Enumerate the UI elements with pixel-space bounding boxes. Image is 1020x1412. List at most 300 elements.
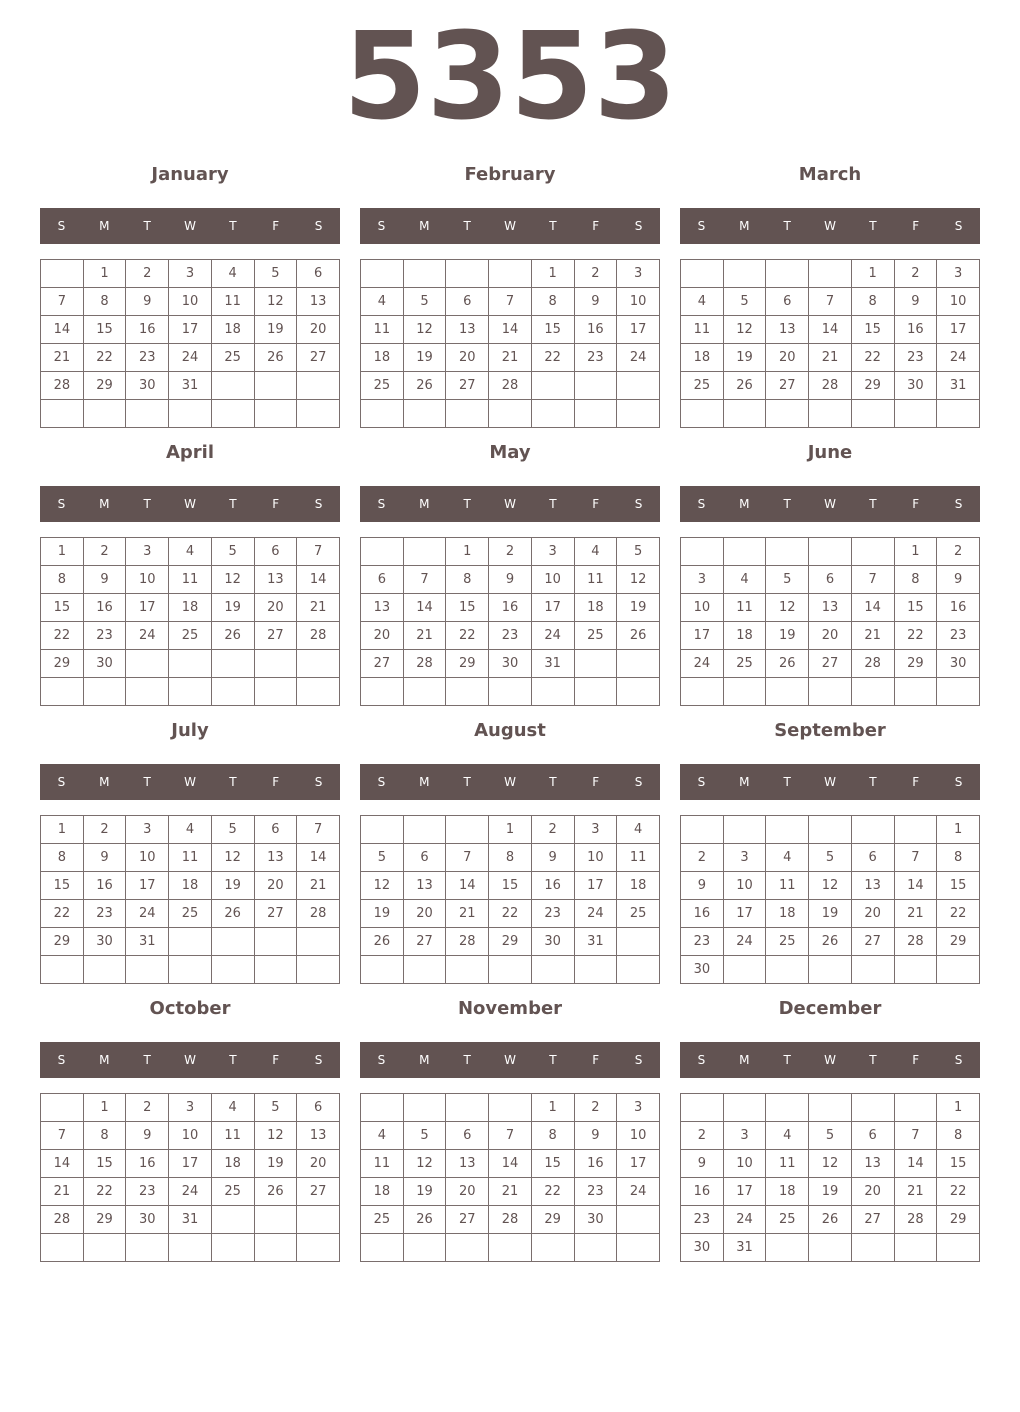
day-cell: 1 — [851, 260, 894, 288]
day-cell: 26 — [211, 622, 254, 650]
week-row — [41, 1094, 340, 1122]
day-cell: 24 — [723, 1206, 766, 1234]
day-cell: 4 — [766, 1122, 809, 1150]
empty-day-cell — [83, 1234, 126, 1262]
day-cell: 2 — [126, 1094, 169, 1122]
weekday-label: M — [739, 775, 750, 789]
day-cell: 28 — [446, 928, 489, 956]
day-cell: 2 — [937, 538, 980, 566]
empty-day-cell — [574, 1234, 617, 1262]
empty-day-cell — [169, 956, 212, 984]
empty-day-cell — [851, 538, 894, 566]
day-cell: 25 — [211, 1178, 254, 1206]
day-cell: 15 — [83, 1150, 126, 1178]
empty-day-cell — [254, 400, 297, 428]
empty-day-cell — [489, 1094, 532, 1122]
week-row — [41, 288, 340, 316]
weekday-label: S — [377, 1053, 386, 1067]
empty-day-cell — [403, 678, 446, 706]
day-cell: 17 — [723, 900, 766, 928]
empty-day-cell — [361, 956, 404, 984]
empty-day-cell — [361, 1234, 404, 1262]
day-cell: 12 — [723, 316, 766, 344]
empty-day-cell — [574, 372, 617, 400]
day-cell: 30 — [574, 1206, 617, 1234]
week-row — [681, 400, 980, 428]
day-cell: 7 — [809, 288, 852, 316]
month-name: November — [457, 998, 563, 1019]
day-cell: 7 — [446, 844, 489, 872]
week-row — [681, 344, 980, 372]
weekday-label: T — [463, 219, 471, 233]
day-cell: 1 — [937, 1094, 980, 1122]
empty-day-cell — [361, 260, 404, 288]
empty-day-cell — [254, 1234, 297, 1262]
weekday-label: S — [954, 219, 963, 233]
day-cell: 9 — [574, 1122, 617, 1150]
day-cell: 31 — [126, 928, 169, 956]
empty-day-cell — [894, 678, 937, 706]
week-row — [41, 1122, 340, 1150]
day-cell: 5 — [809, 1122, 852, 1150]
day-cell: 8 — [41, 566, 84, 594]
day-cell: 5 — [617, 538, 660, 566]
weekday-label: S — [954, 775, 963, 789]
day-cell: 11 — [211, 288, 254, 316]
day-cell: 21 — [809, 344, 852, 372]
day-cell: 6 — [297, 1094, 340, 1122]
empty-day-cell — [937, 678, 980, 706]
day-cell: 29 — [446, 650, 489, 678]
day-cell: 30 — [531, 928, 574, 956]
day-grid — [40, 537, 340, 706]
day-cell: 16 — [531, 872, 574, 900]
empty-day-cell — [446, 678, 489, 706]
day-cell: 12 — [809, 1150, 852, 1178]
day-cell: 29 — [851, 372, 894, 400]
day-cell: 8 — [41, 844, 84, 872]
day-cell: 20 — [446, 344, 489, 372]
day-cell: 22 — [851, 344, 894, 372]
day-cell: 11 — [681, 316, 724, 344]
weekday-label: W — [824, 497, 836, 511]
weekday-label: S — [377, 497, 386, 511]
day-cell: 19 — [254, 1150, 297, 1178]
weekday-label: F — [592, 775, 600, 789]
empty-day-cell — [297, 956, 340, 984]
day-cell: 28 — [297, 622, 340, 650]
day-cell: 11 — [361, 1150, 404, 1178]
day-cell: 14 — [489, 1150, 532, 1178]
weekday-label: T — [143, 497, 151, 511]
day-cell: 11 — [361, 316, 404, 344]
weekday-label: T — [229, 497, 237, 511]
day-cell: 6 — [446, 288, 489, 316]
empty-day-cell — [403, 538, 446, 566]
day-cell: 14 — [489, 316, 532, 344]
day-grid — [40, 1093, 340, 1262]
day-cell: 20 — [809, 622, 852, 650]
day-cell: 17 — [531, 594, 574, 622]
week-row — [681, 566, 980, 594]
week-row — [361, 1178, 660, 1206]
weekday-label: W — [504, 219, 516, 233]
weekday-label: F — [912, 1053, 920, 1067]
day-cell: 14 — [446, 872, 489, 900]
day-cell: 1 — [41, 816, 84, 844]
week-row — [41, 538, 340, 566]
empty-day-cell — [83, 678, 126, 706]
day-cell: 2 — [489, 538, 532, 566]
empty-day-cell — [617, 928, 660, 956]
weekday-header — [360, 1042, 660, 1078]
day-cell: 1 — [894, 538, 937, 566]
month-name: January — [151, 164, 229, 185]
day-cell: 13 — [766, 316, 809, 344]
week-row — [41, 872, 340, 900]
week-row — [681, 1178, 980, 1206]
day-cell: 31 — [723, 1234, 766, 1262]
day-cell: 9 — [489, 566, 532, 594]
day-cell: 12 — [403, 316, 446, 344]
day-cell: 28 — [489, 372, 532, 400]
day-cell: 24 — [617, 344, 660, 372]
day-cell: 22 — [41, 622, 84, 650]
day-cell: 17 — [937, 316, 980, 344]
day-cell: 10 — [574, 844, 617, 872]
empty-day-cell — [681, 260, 724, 288]
day-cell: 25 — [169, 900, 212, 928]
empty-day-cell — [723, 1094, 766, 1122]
day-cell: 27 — [851, 1206, 894, 1234]
day-grid — [680, 537, 980, 706]
day-cell: 22 — [937, 1178, 980, 1206]
empty-day-cell — [851, 1094, 894, 1122]
day-cell: 7 — [851, 566, 894, 594]
day-cell: 13 — [254, 566, 297, 594]
day-cell: 24 — [126, 622, 169, 650]
day-cell: 12 — [403, 1150, 446, 1178]
week-row — [361, 316, 660, 344]
empty-day-cell — [297, 1234, 340, 1262]
weekday-label: S — [954, 1053, 963, 1067]
empty-day-cell — [361, 816, 404, 844]
day-cell: 5 — [211, 816, 254, 844]
day-cell: 19 — [211, 872, 254, 900]
week-row — [681, 956, 980, 984]
day-cell: 22 — [446, 622, 489, 650]
empty-day-cell — [617, 650, 660, 678]
weekday-header — [40, 764, 340, 800]
day-grid — [360, 259, 660, 428]
day-cell: 14 — [894, 872, 937, 900]
empty-day-cell — [723, 260, 766, 288]
day-cell: 19 — [766, 622, 809, 650]
empty-day-cell — [723, 678, 766, 706]
empty-day-cell — [809, 538, 852, 566]
day-cell: 31 — [531, 650, 574, 678]
day-cell: 21 — [403, 622, 446, 650]
week-row — [361, 344, 660, 372]
empty-day-cell — [211, 650, 254, 678]
empty-day-cell — [809, 1094, 852, 1122]
empty-day-cell — [254, 1206, 297, 1234]
empty-day-cell — [851, 1234, 894, 1262]
day-cell: 31 — [169, 372, 212, 400]
weekday-label: T — [143, 219, 151, 233]
day-cell: 18 — [574, 594, 617, 622]
day-cell: 21 — [297, 594, 340, 622]
day-cell: 23 — [83, 622, 126, 650]
empty-day-cell — [617, 1206, 660, 1234]
weekday-label: S — [634, 1053, 643, 1067]
month-name: August — [474, 720, 546, 741]
day-cell: 5 — [403, 288, 446, 316]
day-cell: 24 — [574, 900, 617, 928]
weekday-label: W — [504, 1053, 516, 1067]
empty-day-cell — [297, 650, 340, 678]
day-cell: 5 — [361, 844, 404, 872]
empty-day-cell — [403, 260, 446, 288]
weekday-label: F — [592, 219, 600, 233]
day-cell: 23 — [681, 928, 724, 956]
empty-day-cell — [766, 400, 809, 428]
weekday-label: T — [463, 775, 471, 789]
weekday-header — [40, 208, 340, 244]
day-cell: 16 — [83, 872, 126, 900]
weekday-label: T — [549, 1053, 557, 1067]
day-cell: 30 — [83, 928, 126, 956]
day-cell: 8 — [489, 844, 532, 872]
day-cell: 4 — [766, 844, 809, 872]
day-cell: 13 — [254, 844, 297, 872]
empty-day-cell — [937, 956, 980, 984]
day-cell: 15 — [41, 872, 84, 900]
weekday-label: T — [143, 1053, 151, 1067]
day-cell: 19 — [361, 900, 404, 928]
empty-day-cell — [766, 538, 809, 566]
day-cell: 15 — [531, 1150, 574, 1178]
weekday-label: M — [419, 1053, 430, 1067]
weekday-label: T — [229, 1053, 237, 1067]
weekday-label: W — [504, 497, 516, 511]
week-row — [681, 650, 980, 678]
week-row — [41, 816, 340, 844]
empty-day-cell — [211, 1234, 254, 1262]
day-cell: 18 — [681, 344, 724, 372]
day-cell: 19 — [211, 594, 254, 622]
day-cell: 9 — [681, 872, 724, 900]
empty-day-cell — [681, 678, 724, 706]
day-cell: 13 — [361, 594, 404, 622]
day-cell: 2 — [681, 1122, 724, 1150]
day-cell: 3 — [126, 816, 169, 844]
day-cell: 6 — [361, 566, 404, 594]
day-cell: 20 — [851, 1178, 894, 1206]
day-cell: 9 — [83, 566, 126, 594]
day-cell: 23 — [894, 344, 937, 372]
day-cell: 12 — [254, 288, 297, 316]
day-cell: 23 — [126, 1178, 169, 1206]
empty-day-cell — [297, 1206, 340, 1234]
day-cell: 3 — [681, 566, 724, 594]
day-cell: 17 — [169, 1150, 212, 1178]
day-cell: 28 — [41, 1206, 84, 1234]
day-cell: 11 — [723, 594, 766, 622]
month-name: December — [778, 998, 882, 1019]
day-cell: 16 — [126, 1150, 169, 1178]
day-cell: 18 — [617, 872, 660, 900]
day-cell: 11 — [766, 1150, 809, 1178]
weekday-header — [680, 1042, 980, 1078]
month-name: May — [489, 442, 531, 463]
weekday-label: T — [229, 775, 237, 789]
empty-day-cell — [723, 816, 766, 844]
day-cell: 29 — [531, 1206, 574, 1234]
day-cell: 26 — [403, 1206, 446, 1234]
day-cell: 18 — [361, 344, 404, 372]
day-grid — [40, 815, 340, 984]
day-cell: 14 — [41, 316, 84, 344]
day-cell: 19 — [723, 344, 766, 372]
weekday-label: M — [739, 219, 750, 233]
empty-day-cell — [894, 400, 937, 428]
weekday-label: S — [57, 497, 66, 511]
weekday-label: S — [954, 497, 963, 511]
day-cell: 2 — [681, 844, 724, 872]
day-cell: 6 — [254, 538, 297, 566]
week-row — [681, 1122, 980, 1150]
weekday-label: T — [783, 497, 791, 511]
empty-day-cell — [41, 956, 84, 984]
day-cell: 30 — [681, 956, 724, 984]
weekday-label: M — [99, 219, 110, 233]
empty-day-cell — [809, 260, 852, 288]
weekday-label: S — [634, 775, 643, 789]
day-cell: 15 — [937, 1150, 980, 1178]
empty-day-cell — [723, 956, 766, 984]
day-cell: 23 — [937, 622, 980, 650]
day-cell: 7 — [297, 538, 340, 566]
week-row — [361, 1122, 660, 1150]
day-cell: 8 — [446, 566, 489, 594]
week-row — [681, 538, 980, 566]
week-row — [41, 928, 340, 956]
empty-day-cell — [169, 400, 212, 428]
day-cell: 5 — [211, 538, 254, 566]
empty-day-cell — [681, 400, 724, 428]
week-row — [681, 260, 980, 288]
day-cell: 1 — [489, 816, 532, 844]
empty-day-cell — [297, 678, 340, 706]
empty-day-cell — [489, 678, 532, 706]
day-cell: 29 — [894, 650, 937, 678]
day-cell: 3 — [169, 260, 212, 288]
day-cell: 18 — [361, 1178, 404, 1206]
week-row — [681, 816, 980, 844]
day-cell: 16 — [489, 594, 532, 622]
week-row — [681, 1234, 980, 1262]
day-cell: 8 — [83, 288, 126, 316]
day-cell: 18 — [169, 872, 212, 900]
empty-day-cell — [254, 678, 297, 706]
day-cell: 26 — [254, 344, 297, 372]
day-cell: 3 — [169, 1094, 212, 1122]
day-cell: 10 — [531, 566, 574, 594]
weekday-label: T — [143, 775, 151, 789]
day-cell: 16 — [681, 900, 724, 928]
day-cell: 24 — [723, 928, 766, 956]
empty-day-cell — [169, 1234, 212, 1262]
weekday-label: W — [184, 1053, 196, 1067]
day-cell: 25 — [574, 622, 617, 650]
week-row — [361, 288, 660, 316]
weekday-header — [360, 208, 660, 244]
empty-day-cell — [766, 816, 809, 844]
week-row — [681, 844, 980, 872]
day-cell: 16 — [574, 1150, 617, 1178]
week-row — [41, 1178, 340, 1206]
day-cell: 7 — [403, 566, 446, 594]
empty-day-cell — [531, 956, 574, 984]
day-cell: 17 — [723, 1178, 766, 1206]
weekday-label: W — [184, 497, 196, 511]
empty-day-cell — [723, 538, 766, 566]
empty-day-cell — [403, 1094, 446, 1122]
day-cell: 28 — [851, 650, 894, 678]
day-cell: 2 — [574, 1094, 617, 1122]
weekday-label: S — [57, 219, 66, 233]
weekday-label: M — [739, 497, 750, 511]
empty-day-cell — [617, 400, 660, 428]
empty-day-cell — [894, 816, 937, 844]
day-cell: 12 — [361, 872, 404, 900]
week-row — [681, 928, 980, 956]
weekday-label: S — [697, 497, 706, 511]
day-cell: 15 — [894, 594, 937, 622]
day-cell: 6 — [851, 844, 894, 872]
week-row — [41, 844, 340, 872]
day-cell: 17 — [681, 622, 724, 650]
empty-day-cell — [489, 400, 532, 428]
day-cell: 15 — [446, 594, 489, 622]
empty-day-cell — [446, 1094, 489, 1122]
week-row — [41, 260, 340, 288]
day-cell: 17 — [169, 316, 212, 344]
empty-day-cell — [489, 1234, 532, 1262]
weekday-label: M — [99, 497, 110, 511]
day-cell: 25 — [681, 372, 724, 400]
day-cell: 19 — [254, 316, 297, 344]
day-cell: 4 — [361, 1122, 404, 1150]
weekday-label: T — [783, 775, 791, 789]
day-cell: 8 — [937, 844, 980, 872]
day-cell: 2 — [531, 816, 574, 844]
day-cell: 25 — [211, 344, 254, 372]
day-cell: 10 — [169, 1122, 212, 1150]
empty-day-cell — [126, 400, 169, 428]
day-cell: 23 — [574, 344, 617, 372]
day-cell: 3 — [531, 538, 574, 566]
empty-day-cell — [766, 956, 809, 984]
day-cell: 22 — [894, 622, 937, 650]
empty-day-cell — [531, 678, 574, 706]
empty-day-cell — [681, 1094, 724, 1122]
week-row — [41, 316, 340, 344]
weekday-header — [360, 486, 660, 522]
day-cell: 20 — [446, 1178, 489, 1206]
day-cell: 18 — [766, 900, 809, 928]
